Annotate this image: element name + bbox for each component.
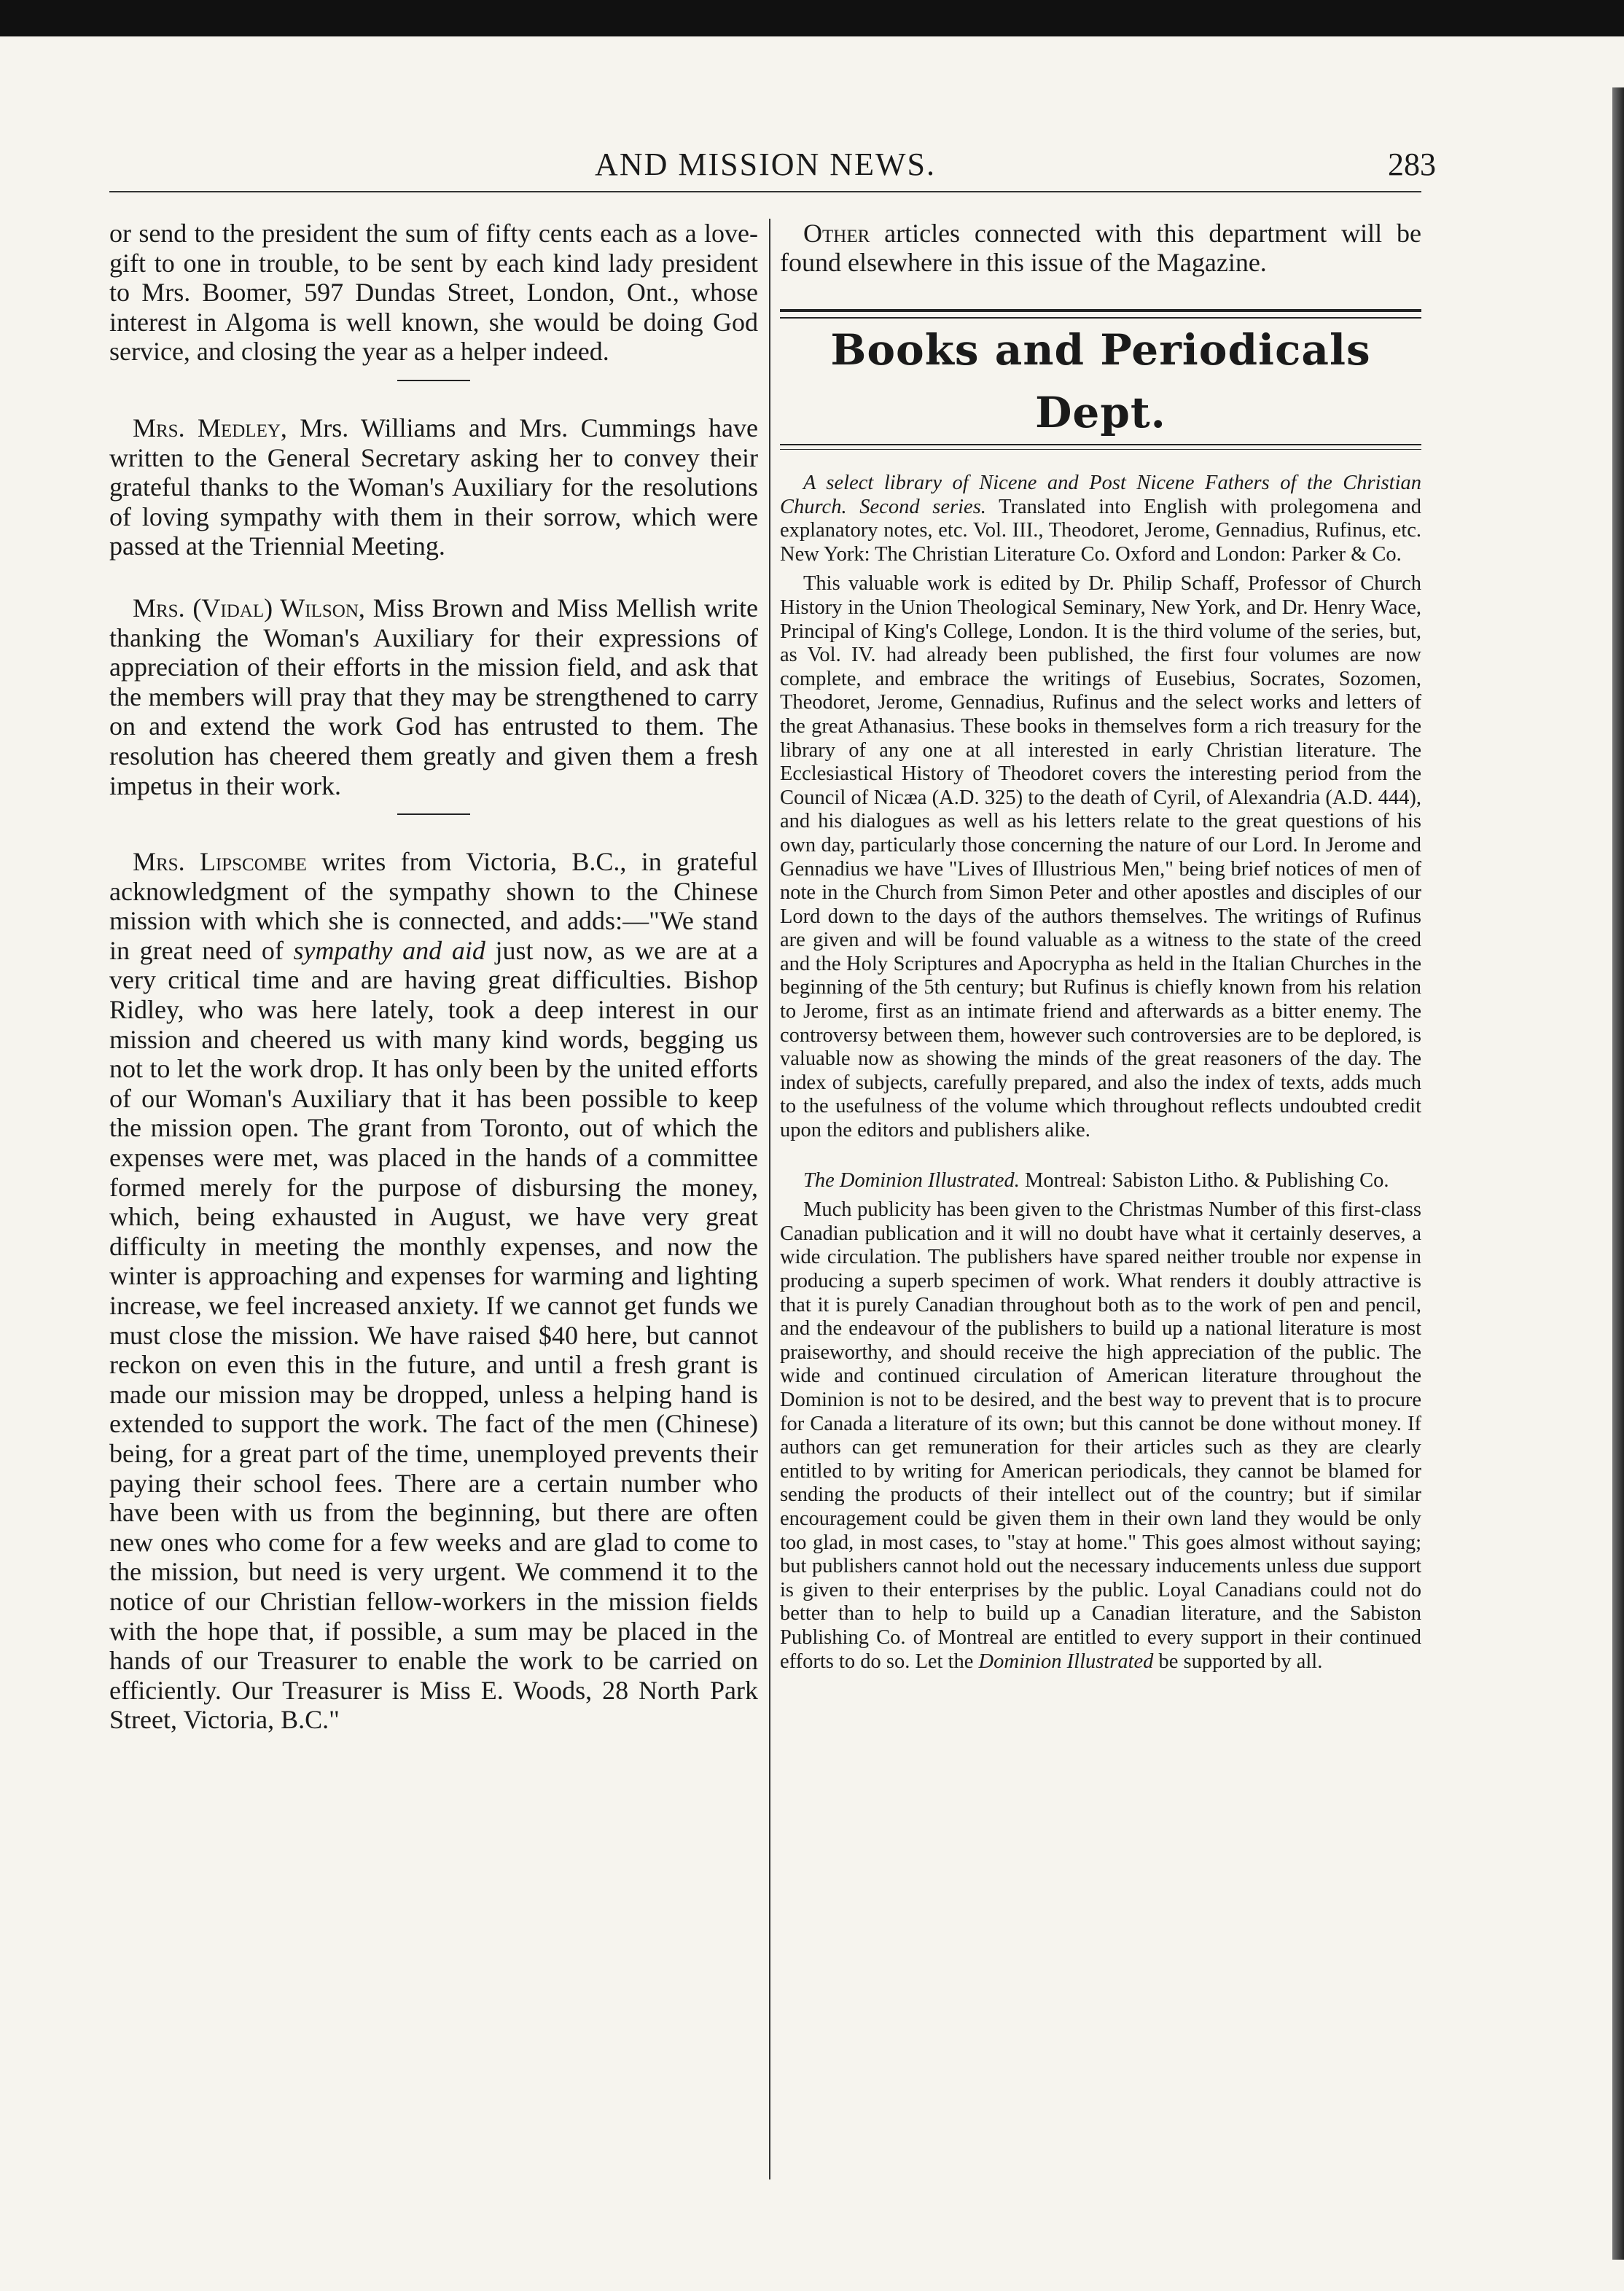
other-text: articles connected with this department will be found elsewhere in this issue of the Magazine. — [780, 219, 1421, 277]
review-dominion-title: The Dominion Illustrated. — [803, 1168, 1020, 1192]
review-nicene-title: A select library of Nicene and Post Nicene Fathers of the Christian Church. Second series. — [780, 472, 1421, 518]
running-title: AND MISSION NEWS. — [595, 147, 936, 182]
books-dept-heading: Books and Periodicals Dept. — [830, 325, 1371, 437]
dept-bottom-rule — [780, 444, 1421, 450]
review-dominion-text-b: be supported by all. — [1153, 1650, 1323, 1673]
header-rule — [109, 191, 1421, 192]
column-divider — [769, 219, 770, 2179]
medley-paragraph — [109, 413, 758, 561]
wilson-paragraph — [109, 593, 758, 800]
other-lead: Other — [803, 219, 870, 248]
lipscombe-text-b: just now, as we are at a very critical time and are having great difficulties. Bishop Ridley, who was here lately, took a deep interest in our mission and cheered us with many kind words, begging us not to let the work drop. It has only been by the united efforts of our Woman's Auxiliary that it has been possible to keep the mission open. The grant from Toronto, out of which the expenses were met, was placed in the hands of a committee formed merely for the purpose of disbursing the money, which, being exhausted in August, we have very great difficulty in meeting the monthly expenses, and now the winter is approaching and expenses for warming and lighting increase, we feel increased anxiety. If we cannot get funds we must close the mission. We have raised $40 here, but cannot reckon on even this in the future, and until a fresh grant is made our mission may be dropped, unless a helping hand is extended to support the work. The fact of the men (Chinese) being, for a great part of the time, unemployed prevents their paying their school fees. There are a certain number who have been with us from the beginning, but there are often new ones who come for a few weeks and are glad to come to the mission, but need is very urgent. We commend it to the notice of our Christian fellow-workers in the mission fields with the hope that, if possible, a sum may be placed in the hands of our Treasurer to enable the work to be carried on efficiently. Our Treasurer is Miss E. Woods, 28 North Park Street, Victoria, B.C." — [109, 935, 759, 1735]
dept-top-rule — [780, 309, 1421, 319]
review-nicene-body: This valuable work is edited by Dr. Philip Schaff, Professor of Church History in the Union Theological Seminary, New York, and Dr. Henry Wace, Principal of King's College, London. It is the third volume of the series, but, as Vol. IV. had already been published, the first four volumes are now complete, and embrace the writings of Eusebius, Socrates, Sozomen, Theodoret, Jerome, Gennadius, Rufinus and the select works and letters of the great Athanasius. These books in themselves form a rich treasury for the library of any one at all interested in early Christian literature. The Ecclesiastical History of Theodoret covers the interesting period from the Council of Nicæa (A.D. 325) to the death of Cyril, of Alexandria (A.D. 444), and his dialogues as well as his letters relate to the great questions of his own day, particularly those concerning the nature of our Lord. In Jerome and Gennadius we have "Lives of Illustrious Men," being brief notices of men of note in the Church from Simon Peter and other apostles and disciples of our Lord down to the days of the authors themselves. The writings of Rufinus are given and will be found valuable as a witness to the state of the creed and the Holy Scriptures and Apocrypha as held in the Italian Churches in the beginning of the 5th century; but Rufinus is chiefly known from his relation to Jerome, first as an intimate friend and afterwards as a bitter enemy. The controversy between them, however such controversies are to be deplored, is valuable now as showing the minds of the great reasoners of the day. The index of subjects, carefully prepared, and also the index of texts, adds much to the usefulness of the volume which throughout reflects undoubted credit upon the editors and publishers alike. — [780, 572, 1421, 1142]
review-nicene-entry — [780, 472, 1421, 566]
review-nicene-meta: Translated into English with prolegomena and explanatory notes, etc. Vol. III., Theodoret, Jerome, Gennadius, Rufinus, etc. New York: The Christian Literature Co. Oxford and London: Parker & Co. — [780, 495, 1421, 566]
lipscombe-paragraph — [109, 847, 758, 1735]
scan-right-edge — [1612, 87, 1624, 2260]
review-dominion-entry — [780, 1169, 1421, 1193]
medley-text: Mrs. Williams and Mrs. Cummings have written to the General Secretary asking her to convey their grateful thanks to the Woman's Auxiliary for the resolutions of loving sympathy with them in their sorrow, which were passed at the Triennial Meeting. — [109, 413, 758, 561]
review-dominion-text-a: Much publicity has been given to the Christmas Number of this first-class Canadian publication and it will no doubt have what it certainly deserves, a wide circulation. The publishers have spared neither trouble nor expense in producing a superb specimen of work. What renders it doubly attractive is that it is purely Canadian throughout both as to the work of pen and pencil, and the endeavour of the publishers to build up a national literature is most praiseworthy, and should receive the high appreciation of the public. The wide and continued circulation of American literature throughout the Dominion is not to be desired, and the best way to prevent that is to procure for Canada a literature of its own; but this cannot be done without money. If authors can get remuneration for their articles such as they are clearly entitled to by writing for American periodicals, they cannot be blamed for sending the products of their intellect out of the country; but if similar encouragement could be given them in their own land they would be only too glad, in most cases, to "stay at home." This goes almost without saying; but publishers cannot hold out the necessary inducements unless due support is given to their enterprises by the public. Loyal Canadians could not do better than to help to build up a Canadian literature, and the Sabiston Publishing Co. of Montreal are entitled to every support in their continued efforts to do so. Let the — [780, 1198, 1421, 1673]
review-dominion-italic: Dominion Illustrated — [978, 1650, 1154, 1673]
section-separator — [397, 813, 470, 815]
right-column — [780, 219, 1421, 1674]
left-column — [109, 219, 758, 1735]
lipscombe-italic: sympathy and aid — [293, 935, 485, 965]
review-dominion-body — [780, 1198, 1421, 1674]
page-number: 283 — [1388, 147, 1436, 182]
page-header — [109, 146, 1436, 197]
lipscombe-text-a: writes from Victoria, B.C., in grateful acknowledgment of the sympathy shown to the Chinese mission with which she is connected, and adds:—"We stand in great need of — [109, 847, 758, 965]
review-dominion-meta: Montreal: Sabiston Litho. & Publishing Co. — [1019, 1168, 1389, 1192]
wilson-text: Miss Brown and Miss Mellish write thanking the Woman's Auxiliary for their expressions of appreciation of their efforts in the mission field, and ask that the members will pray that they may be strengthened to carry on and extend the work God has entrusted to them. The resolution has cheered them greatly and given them a fresh impetus in their work. — [109, 593, 758, 800]
lipscombe-name: Mrs. Lipscombe — [133, 847, 307, 877]
wilson-name: Mrs. (Vidal) Wilson, — [133, 593, 365, 622]
section-separator — [397, 380, 470, 381]
boomer-paragraph: or send to the president the sum of fifty cents each as a love-gift to one in trouble, to be sent by each kind lady president to Mrs. Boomer, 597 Dundas Street, London, Ont., whose interest in Algoma is well known, she would be doing God service, and closing the year as a helper indeed. — [109, 219, 758, 367]
medley-name: Mrs. Medley, — [133, 413, 287, 442]
other-articles-note — [780, 219, 1421, 277]
scan-top-band — [0, 0, 1624, 36]
